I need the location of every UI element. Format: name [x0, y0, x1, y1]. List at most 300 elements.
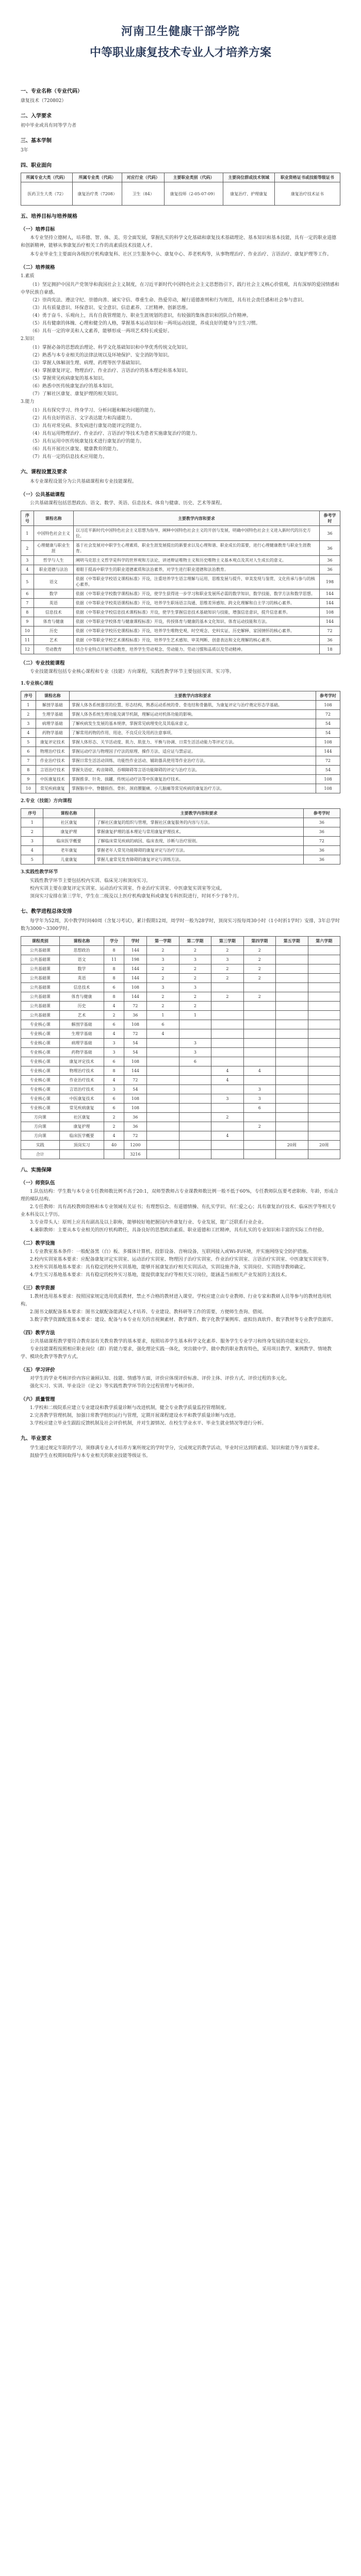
schedule-cell: 6: [243, 1104, 275, 1113]
schedule-cell: [276, 1104, 308, 1113]
core-course-cell: 2: [21, 710, 36, 719]
schedule-cell: [243, 1057, 275, 1066]
table-row: [21, 526, 340, 541]
schedule-cell: 2: [211, 946, 243, 955]
public-course-cell: 11: [21, 636, 34, 645]
core-course-cell: 1: [21, 701, 36, 710]
schedule-cell: 4: [211, 1066, 243, 1076]
schedule-cell: 2: [211, 992, 243, 1002]
schedule-cell: 2: [104, 1113, 124, 1122]
section-4-title: 四、职业面向: [21, 163, 52, 168]
schedule-cell: [211, 983, 243, 992]
graduation-list: [21, 1445, 340, 1460]
schedule-cell: [147, 1076, 179, 1085]
table-row: [21, 992, 340, 1002]
schedule-cell: [276, 1150, 308, 1159]
resource-title: （三）教学资源: [21, 1285, 55, 1291]
schedule-cell: [211, 1150, 243, 1159]
schedule-cell: 72: [124, 1002, 147, 1011]
schedule-cell: [276, 1076, 308, 1085]
knowledge-title: 2.知识: [21, 336, 35, 342]
public-course-cell: 36: [319, 556, 340, 565]
occupation-cell: 卫生（84）: [122, 182, 165, 206]
training-spec-title: （二）培养规格: [21, 265, 55, 270]
core-course-cell: 常见疾病康复: [36, 784, 69, 793]
table-row: [21, 719, 340, 728]
table-row: [21, 766, 340, 775]
schedule-cell: 1200: [124, 1141, 147, 1150]
schedule-cell: 8: [104, 1066, 124, 1076]
schedule-cell: 2: [211, 974, 243, 983]
schedule-cell: 108: [124, 1104, 147, 1113]
core-course-header: 序号: [21, 691, 36, 701]
schedule-cell: 信息技术: [59, 983, 104, 992]
method-item: 公共基础课程教学要符合教育部有关教育教学的基本要求，按照培养学生基本科学文化素养、服务学生专业学习和终身发展的功能来定位。: [30, 1339, 314, 1344]
schedule-cell: 常见疾病康复: [59, 1104, 104, 1113]
schedule-cell: 11: [104, 955, 124, 964]
faculty-list: [21, 1188, 340, 1234]
quality-mgmt-item: 3.学校应建立毕业生跟踪反馈机制及社会评价机制，并对生源情况、在校生学业水平、毕业生就业情况等进行分析。: [30, 1421, 267, 1426]
table-row: [21, 645, 340, 654]
knowledge-item: （5）掌握常见疾病康复的基本知识。: [30, 376, 107, 381]
direction-course-cell: 临床医学概要: [43, 837, 94, 846]
public-course-cell: 心理健康与职业生涯: [34, 541, 73, 556]
schedule-cell: 解剖学基础: [59, 1020, 104, 1029]
schedule-cell: [243, 1113, 275, 1122]
schedule-cell: [276, 1057, 308, 1066]
training-goal-title: （一）培养目标: [21, 227, 55, 232]
occupation-header: 主要职业类别（代码）: [165, 173, 223, 182]
schedule-cell: [308, 1011, 340, 1020]
table-row: [21, 1039, 340, 1048]
table-row: [21, 728, 340, 738]
schedule-cell: 专业核心课: [21, 1048, 60, 1057]
faculty-item: 2.专任教师：具有高校教师资格和本专业领域有关证书；有理想信念、有道德情操、有扎实学识、有仁爱之心；具有康复治疗技术、临床医学等相关专业本科及以上学历。: [21, 1205, 336, 1217]
public-course-cell: 以习近平新时代中国特色社会主义思想为指导，阐释中国特色社会主义的开创与发展，明确中国特色社会主义进入新时代的历史方位。: [73, 526, 319, 541]
schedule-cell: 方向课: [21, 1113, 60, 1122]
schedule-cell: [276, 964, 308, 974]
occupation-header: 对应行业（代码）: [122, 173, 165, 182]
occupation-header: 主要岗位群或技术领域: [223, 173, 274, 182]
direction-course-cell: 36: [303, 818, 340, 827]
table-row: [21, 846, 340, 855]
schedule-cell: 144: [124, 1066, 147, 1076]
schedule-cell: 专业核心课: [21, 1085, 60, 1094]
quality-item: （6）具有一定的审美和人文素养，能够形成一两项艺术特长或爱好。: [30, 329, 172, 334]
public-course-cell: 108: [319, 608, 340, 617]
schedule-cell: 合计: [21, 1150, 60, 1159]
direction-course-header: 序号: [21, 809, 43, 818]
core-course-cell: 108: [316, 775, 340, 784]
schedule-header: 第二学期: [179, 937, 211, 946]
schedule-cell: [147, 1039, 179, 1048]
table-row: [21, 1150, 340, 1159]
occupation-cell: 康复治疗、护理康复: [223, 182, 274, 206]
evaluation-list: [21, 1375, 340, 1391]
schedule-cell: 108: [124, 1094, 147, 1104]
quality-list: [21, 281, 340, 335]
schedule-cell: 生理学基础: [59, 1029, 104, 1039]
schedule-cell: 36: [124, 1113, 147, 1122]
schedule-cell: 公共基础课: [21, 1011, 60, 1020]
schedule-cell: 4: [104, 1131, 124, 1141]
public-course-cell: 36: [319, 526, 340, 541]
schedule-cell: [211, 1011, 243, 1020]
direction-course-cell: 掌握老年人常见功能障碍的康复评定与治疗方法。: [94, 846, 303, 855]
core-course-cell: 7: [21, 756, 36, 766]
core-course-cell: 掌握日常生活活动训练、功能性作业活动、辅助器具使用等作业治疗方法。: [69, 756, 316, 766]
schedule-cell: [211, 1122, 243, 1131]
schedule-cell: 2: [243, 955, 275, 964]
table-row: [21, 1057, 340, 1066]
schedule-cell: 54: [124, 1048, 147, 1057]
ability-item: （6）具有开展社区康复、健康教育的能力。: [30, 447, 121, 452]
core-course-cell: 10: [21, 784, 36, 793]
knowledge-item: （1）掌握必备的思想政治理论、科学文化基础知识和中华优秀传统文化知识。: [30, 345, 191, 350]
schedule-header: 第六学期: [308, 937, 340, 946]
schedule-cell: [276, 1066, 308, 1076]
table-row: [21, 1020, 340, 1029]
resource-item: 2.图书文献配备基本要求：图书文献配备能满足人才培养、专业建设、教科研等工作的需要，方便师生查询、借阅。: [30, 1310, 267, 1315]
schedule-cell: [179, 1094, 211, 1104]
schedule-cell: 方向课: [21, 1122, 60, 1131]
public-course-cell: 依据《中等职业学校语文课程标准》开设，注重培养学生语言理解与运用、思维发展与提升、审美发现与鉴赏、文化传承与参与的核心素养。: [73, 574, 319, 589]
schedule-cell: [308, 1057, 340, 1066]
schedule-cell: 言语治疗技术: [59, 1085, 104, 1094]
public-course-cell: 10: [21, 626, 34, 636]
schedule-cell: 顶岗实习: [59, 1141, 104, 1150]
public-course-cell: 依据《中等职业学校信息技术课程标准》开设，使学生掌握信息技术基础知识与技能，增强信息意识，提升信息素养。: [73, 608, 319, 617]
table-row: [21, 1104, 340, 1113]
evaluation-item: 对学生的学业考核评价内容应兼顾认知、技能、情感等方面，评价应体现评价标准、评价主体、评价方式、评价过程的多元化。: [30, 1376, 290, 1381]
schedule-header: 学分: [104, 937, 124, 946]
schedule-cell: 54: [124, 1085, 147, 1094]
schedule-cell: [308, 1002, 340, 1011]
table-row: [21, 738, 340, 747]
schedule-header: 第五学期: [276, 937, 308, 946]
schedule-cell: [211, 1057, 243, 1066]
core-course-cell: 5: [21, 738, 36, 747]
core-course-cell: 中医康复技术: [36, 775, 69, 784]
schedule-header: 学时: [124, 937, 147, 946]
schedule-cell: [179, 1113, 211, 1122]
schedule-cell: 8: [104, 992, 124, 1002]
schedule-cell: 6: [104, 1104, 124, 1113]
schedule-cell: [179, 1066, 211, 1076]
resource-item: 3.数字教学资源配置基本要求：建设、配备与本专业有关的音视频素材、教学课件、数字化教学案例库、虚拟仿真软件、数字教材等专业教学资源库。: [30, 1317, 336, 1323]
direction-course-cell: 社区康复: [43, 818, 94, 827]
direction-course-header: 主要教学内容和要求: [94, 809, 303, 818]
table-row: [21, 1122, 340, 1131]
schedule-cell: [308, 1039, 340, 1048]
core-course-cell: 掌握人体各系统器官的位置、形态结构，熟悉运动系统的骨、骨连结和骨骼肌，为康复评定与治疗奠定形态学基础。: [69, 701, 316, 710]
table-row: [21, 827, 340, 837]
schedule-cell: 公共基础课: [21, 955, 60, 964]
knowledge-list: [21, 344, 340, 398]
practice-item: 顶岗实习安排在第三学年，学生在二级及以上医疗机构康复科或康复专科医院进行，时间不少于8个月。: [30, 894, 242, 899]
public-course-cell: 12: [21, 645, 34, 654]
schedule-cell: 4: [211, 1076, 243, 1085]
schedule-cell: 2: [243, 964, 275, 974]
public-course-cell: 36: [319, 541, 340, 556]
core-course-cell: 药物学基础: [36, 728, 69, 738]
schedule-cell: 2: [147, 946, 179, 955]
schedule-cell: 2: [243, 946, 275, 955]
schedule-cell: 物理治疗技术: [59, 1066, 104, 1076]
core-course-table: [21, 691, 340, 793]
schedule-cell: [308, 1104, 340, 1113]
public-course-header: 课程名称: [34, 511, 73, 526]
core-course-cell: 144: [316, 747, 340, 756]
schedule-cell: [276, 1122, 308, 1131]
schedule-cell: [308, 1094, 340, 1104]
core-course-cell: 54: [316, 766, 340, 775]
schedule-cell: 2: [179, 992, 211, 1002]
section-8-title: 八、实施保障: [21, 1167, 52, 1173]
schedule-cell: [59, 1150, 104, 1159]
core-course-cell: 掌握人体各系统生理功能及调节机制，理解运动对机体功能的影响。: [69, 710, 316, 719]
schedule-cell: 198: [124, 955, 147, 964]
occupation-header: 所属专业大类（代码）: [21, 173, 73, 182]
public-course-cell: 依据《中等职业学校历史课程标准》开设，培养学生唯物史观、时空观念、史料实证、历史解释、家国情怀的核心素养。: [73, 626, 319, 636]
quality-item: （1）坚定拥护中国共产党领导和我国社会主义制度，在习近平新时代中国特色社会主义思想指引下，践行社会主义核心价值观，具有深厚的爱国情感和中华民族自豪感。: [21, 282, 339, 295]
schedule-cell: 144: [124, 974, 147, 983]
schedule-cell: 2: [243, 992, 275, 1002]
table-row: [21, 983, 340, 992]
public-course-header: 序号: [21, 511, 34, 526]
schedule-cell: [243, 1150, 275, 1159]
schedule-cell: 3: [243, 1085, 275, 1094]
section-3-title: 三、基本学制: [21, 138, 52, 144]
schedule-cell: [308, 1085, 340, 1094]
quality-mgmt-title: （六）质量管理: [21, 1397, 55, 1402]
schedule-cell: 4: [243, 1066, 275, 1076]
schedule-cell: [276, 1094, 308, 1104]
schedule-cell: 专业核心课: [21, 1094, 60, 1104]
schedule-cell: [308, 946, 340, 955]
quality-mgmt-item: 2.完善教学管理机制，加强日常教学组织运行与管理，定期开展课程建设水平和教学质量诊断与改进。: [30, 1413, 239, 1418]
schedule-cell: [276, 955, 308, 964]
schedule-cell: 2: [211, 964, 243, 974]
core-course-cell: 6: [21, 747, 36, 756]
core-course-cell: 生理学基础: [36, 710, 69, 719]
schedule-cell: 6: [104, 1020, 124, 1029]
schedule-cell: [147, 1094, 179, 1104]
schedule-cell: [179, 1122, 211, 1131]
schedule-cell: 108: [124, 983, 147, 992]
schedule-header: 课程名称: [59, 937, 104, 946]
core-course-cell: 108: [316, 784, 340, 793]
public-course-header: 参考学时: [319, 511, 340, 526]
public-course-cell: 144: [319, 599, 340, 608]
schedule-cell: [308, 955, 340, 964]
schedule-cell: 72: [124, 1131, 147, 1141]
schedule-cell: [243, 1029, 275, 1039]
schedule-cell: 专业核心课: [21, 1057, 60, 1066]
core-course-cell: 54: [316, 719, 340, 728]
schedule-cell: 4: [104, 1002, 124, 1011]
occupation-table: [21, 173, 340, 206]
core-course-header: 参考学时: [316, 691, 340, 701]
schedule-cell: 8: [104, 964, 124, 974]
schedule-cell: 4: [211, 1131, 243, 1141]
public-course-cell: 依据《中等职业学校数学课程标准》开设，使学生获得进一步学习和职业发展所必需的数学知识、数学技能、数学方法和数学思想。: [73, 589, 319, 599]
method-item: 专业技能课程按照相应职业岗位（群）的能力要求，强化理论实践一体化，突出做中学、做中教的职业教育特色，采用项目教学、案例教学、情境教学、模块化教学等教学方式。: [21, 1347, 332, 1360]
schedule-cell: 英语: [59, 974, 104, 983]
schedule-cell: [308, 1048, 340, 1057]
schedule-cell: [147, 1113, 179, 1122]
ability-item: （4）具有运用物理治疗、作业治疗、言语治疗等技术为患者实施康复治疗的能力。: [30, 431, 200, 436]
schedule-cell: 实践: [21, 1141, 60, 1150]
public-course-cell: 劳动教育: [34, 645, 73, 654]
quality-item: （3）具有质量意识、环保意识、安全意识、信息素养、工匠精神、创新思维。: [30, 306, 191, 311]
schedule-cell: [243, 1039, 275, 1048]
schedule-cell: 社区康复: [59, 1113, 104, 1122]
direction-course-cell: 36: [303, 827, 340, 837]
table-row: [21, 756, 340, 766]
quality-title: 1.素质: [21, 274, 35, 279]
schedule-cell: 康复护理: [59, 1122, 104, 1131]
direction-course-table: [21, 808, 340, 865]
schedule-cell: 3216: [124, 1150, 147, 1159]
section-6-title: 六、课程设置及要求: [21, 469, 67, 475]
knowledge-item: （6）熟悉中医传统康复治疗的基本知识。: [30, 384, 117, 389]
table-row: [21, 626, 340, 636]
knowledge-item: （3）掌握人体解剖生理、病理、药理等医学基础知识。: [30, 361, 144, 366]
direction-course-cell: 5: [21, 855, 43, 865]
schedule-cell: 8: [104, 974, 124, 983]
schedule-header: 课程类别: [21, 937, 60, 946]
ability-item: （2）具有良好的语言、文字表达能力和沟通能力。: [30, 416, 135, 421]
schedule-header: 第三学期: [211, 937, 243, 946]
practice-list: [21, 877, 340, 901]
section-1-title: 一、专业名称（专业代码）: [21, 89, 83, 94]
table-row: [21, 1002, 340, 1011]
schedule-table: [21, 936, 340, 1159]
section-7-title: 七、教学进程总体安排: [21, 909, 72, 914]
schedule-cell: 3: [243, 1094, 275, 1104]
schedule-cell: [211, 1104, 243, 1113]
schedule-cell: [308, 992, 340, 1002]
core-course-cell: 作业治疗技术: [36, 756, 69, 766]
schedule-cell: [104, 1150, 124, 1159]
schedule-cell: [308, 1076, 340, 1085]
public-course-cell: 9: [21, 617, 34, 626]
core-course-cell: 了解疾病发生发展的基本规律，掌握常见病理变化及其临床意义。: [69, 719, 316, 728]
table-row: [21, 1076, 340, 1085]
core-course-cell: 了解常用药物的作用、用途、不良反应及用药注意事项。: [69, 728, 316, 738]
public-course-cell: 中国特色社会主义: [34, 526, 73, 541]
schedule-cell: [276, 983, 308, 992]
table-row: [21, 565, 340, 574]
schedule-cell: [308, 1122, 340, 1131]
table-row: [21, 964, 340, 974]
quality-item: （2）崇尚宪法、遵法守纪、崇德向善、诚实守信、尊重生命、热爱劳动，履行道德准则和行为规范，具有社会责任感和社会参与意识。: [30, 298, 307, 303]
schedule-cell: 专业核心课: [21, 1076, 60, 1085]
public-course-cell: 144: [319, 589, 340, 599]
occupation-cell: 医药卫生大类（72）: [21, 182, 73, 206]
table-row: [21, 556, 340, 565]
schedule-cell: 144: [124, 992, 147, 1002]
schedule-cell: 2: [179, 964, 211, 974]
public-course-header: 主要教学内容和要求: [73, 511, 319, 526]
schedule-cell: [276, 1029, 308, 1039]
direction-course-cell: 儿童康复: [43, 855, 94, 865]
schedule-cell: [147, 1085, 179, 1094]
public-course-cell: 依据《中等职业学校体育与健康课程标准》开设，传授体育与健康的基本文化知识、体育运动技能和方法。: [73, 617, 319, 626]
schedule-cell: 36: [124, 1122, 147, 1131]
table-row: [21, 974, 340, 983]
public-course-cell: 阐明马克思主义哲学是科学的世界观和方法论，讲述辩证唯物主义和历史唯物主义基本观点及其对人生成长的意义。: [73, 556, 319, 565]
skill-course-title: （二）专业技能课程: [21, 660, 65, 666]
schedule-cell: 72: [124, 1029, 147, 1039]
schedule-cell: 3: [104, 1085, 124, 1094]
core-course-cell: 4: [21, 728, 36, 738]
direction-course-cell: 掌握儿童常见发育障碍的康复评定与训练方法。: [94, 855, 303, 865]
document-body: [0, 60, 361, 1460]
core-course-cell: 掌握推拿、针灸、拔罐、传统运动疗法等中医康复治疗技术。: [69, 775, 316, 784]
public-course-cell: 7: [21, 599, 34, 608]
schedule-cell: [147, 1066, 179, 1076]
facility-list: [21, 1248, 340, 1279]
knowledge-item: （7）了解社区康复、康复护理的相关知识。: [30, 392, 121, 397]
direction-course-cell: 2: [21, 827, 43, 837]
schedule-cell: 2: [147, 1002, 179, 1011]
table-row: [21, 818, 340, 827]
schedule-cell: [147, 1057, 179, 1066]
public-course-cell: 着眼于提高中职学生的职业道德素质和法治素养，对学生进行职业道德和法治教育。: [73, 565, 319, 574]
public-course-cell: 结合专业特点开展劳动教育，培养学生劳动观念、劳动能力、劳动习惯和品质以及劳动精神。: [73, 645, 319, 654]
schedule-cell: [308, 1020, 340, 1029]
schedule-cell: 康复评定技术: [59, 1057, 104, 1066]
quality-mgmt-list: [21, 1404, 340, 1428]
schedule-cell: 4: [147, 1029, 179, 1039]
table-row: [21, 1141, 340, 1150]
schedule-cell: [211, 1039, 243, 1048]
public-course-cell: 职业道德与法治: [34, 565, 73, 574]
schedule-cell: [276, 1039, 308, 1048]
org-name: 河南卫生健康干部学院: [121, 25, 240, 38]
schedule-header: 第四学期: [243, 937, 275, 946]
table-row: [21, 1113, 340, 1122]
table-row: [21, 1066, 340, 1076]
schedule-cell: [211, 1002, 243, 1011]
core-course-caption: 1.专业核心课程: [21, 681, 54, 686]
table-row: [21, 855, 340, 865]
ability-title: 3.能力: [21, 399, 35, 404]
schedule-cell: 公共基础课: [21, 983, 60, 992]
schedule-cell: [308, 1066, 340, 1076]
schedule-cell: 3: [179, 1039, 211, 1048]
schedule-cell: 专业核心课: [21, 1029, 60, 1039]
schedule-cell: 2: [243, 1122, 275, 1131]
public-course-cell: 基于社会发展对中职学生心理素质、职业生涯发展提出的新要求以及心理和谐、职业成长的需要，进行心理健康教育与职业生涯教育。: [73, 541, 319, 556]
schedule-cell: 6: [104, 983, 124, 992]
table-row: [21, 1029, 340, 1039]
public-course-cell: 历史: [34, 626, 73, 636]
public-course-cell: 198: [319, 574, 340, 589]
public-course-cell: 144: [319, 617, 340, 626]
schedule-cell: 艺术: [59, 1011, 104, 1020]
table-row: [21, 701, 340, 710]
schedule-cell: 4: [104, 1076, 124, 1085]
occupation-header: 所属专业类（代码）: [73, 173, 122, 182]
schedule-cell: 公共基础课: [21, 974, 60, 983]
table-row: [21, 1085, 340, 1094]
direction-course-cell: 3: [21, 837, 43, 846]
schedule-cell: [179, 1020, 211, 1029]
direction-course-caption: 2.专业（技能）方向课程: [21, 799, 72, 804]
